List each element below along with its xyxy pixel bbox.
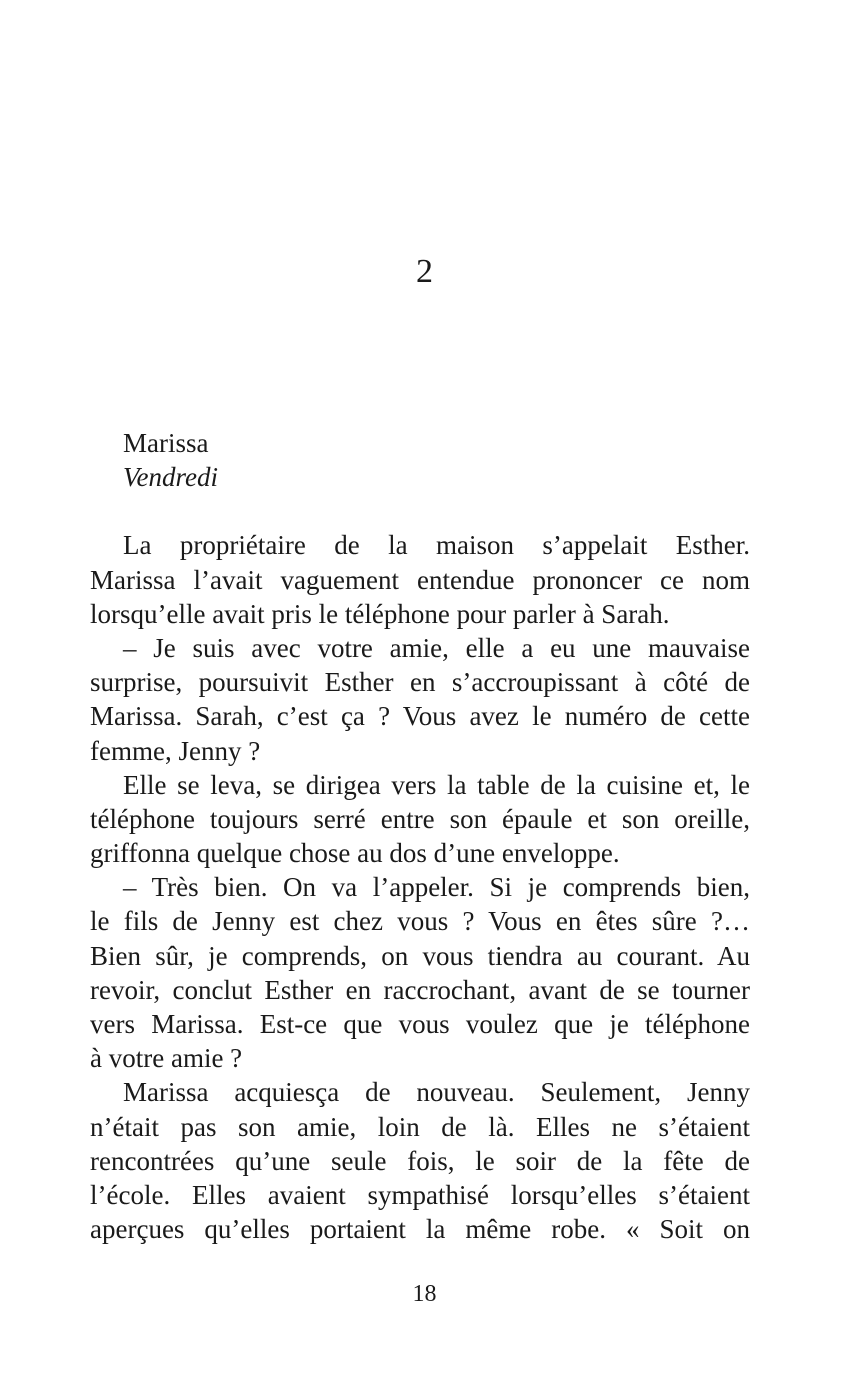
body-paragraphs xyxy=(90,528,750,1246)
text-line: téléphone toujours serré entre son épaule et son oreille, xyxy=(90,803,750,834)
chapter-number: 2 xyxy=(416,253,433,290)
text-line: Marissa acquiesça de nouveau. Seulement, Jenny xyxy=(123,1077,750,1108)
text-line: surprise, poursuivit Esther en s’accroupissant à côté de xyxy=(90,667,750,698)
text-line: – Très bien. On va l’appeler. Si je comprends bien, xyxy=(123,872,750,903)
text-line: le fils de Jenny est chez vous ? Vous en êtes sûre ?… xyxy=(90,906,750,937)
text-line: revoir, conclut Esther en raccrochant, avant de se tourner xyxy=(90,974,750,1005)
text-line: La propriétaire de la maison s’appelait Esther. xyxy=(123,530,750,561)
text-line: aperçues qu’elles portaient la même robe. « Soit on xyxy=(90,1214,750,1245)
narrator-name: Marissa xyxy=(123,428,209,458)
text-line: à votre amie ? xyxy=(90,1043,243,1074)
chapter-body xyxy=(90,426,750,1246)
text-line: rencontrées qu’une seule fois, le soir de la fête de xyxy=(90,1145,750,1176)
text-line: lorsqu’elle avait pris le téléphone pour parler à Sarah. xyxy=(90,598,670,629)
section-day: Vendredi xyxy=(123,462,218,493)
section-spacer xyxy=(90,494,750,528)
page-number: 18 xyxy=(412,1281,437,1307)
text-line: Elle se leva, se dirigea vers la table de la cuisine et, le xyxy=(123,769,750,800)
text-line: Marissa. Sarah, c’est ça ? Vous avez le numéro de cette xyxy=(90,701,750,732)
text-line: vers Marissa. Est-ce que vous voulez que je téléphone xyxy=(90,1009,750,1039)
text-line: l’école. Elles avaient sympathisé lorsqu’elles s’étaient xyxy=(90,1179,750,1210)
text-line: femme, Jenny ? xyxy=(90,735,261,766)
text-line: griffonna quelque chose au dos d’une enveloppe. xyxy=(90,838,620,869)
text-line: n’était pas son amie, loin de là. Elles ne s’étaient xyxy=(90,1111,750,1142)
text-line: Marissa l’avait vaguement entendue prononcer ce nom xyxy=(90,564,750,595)
text-line: Bien sûr, je comprends, on vous tiendra au courant. Au xyxy=(90,940,750,971)
text-line: – Je suis avec votre amie, elle a eu une mauvaise xyxy=(123,632,750,663)
